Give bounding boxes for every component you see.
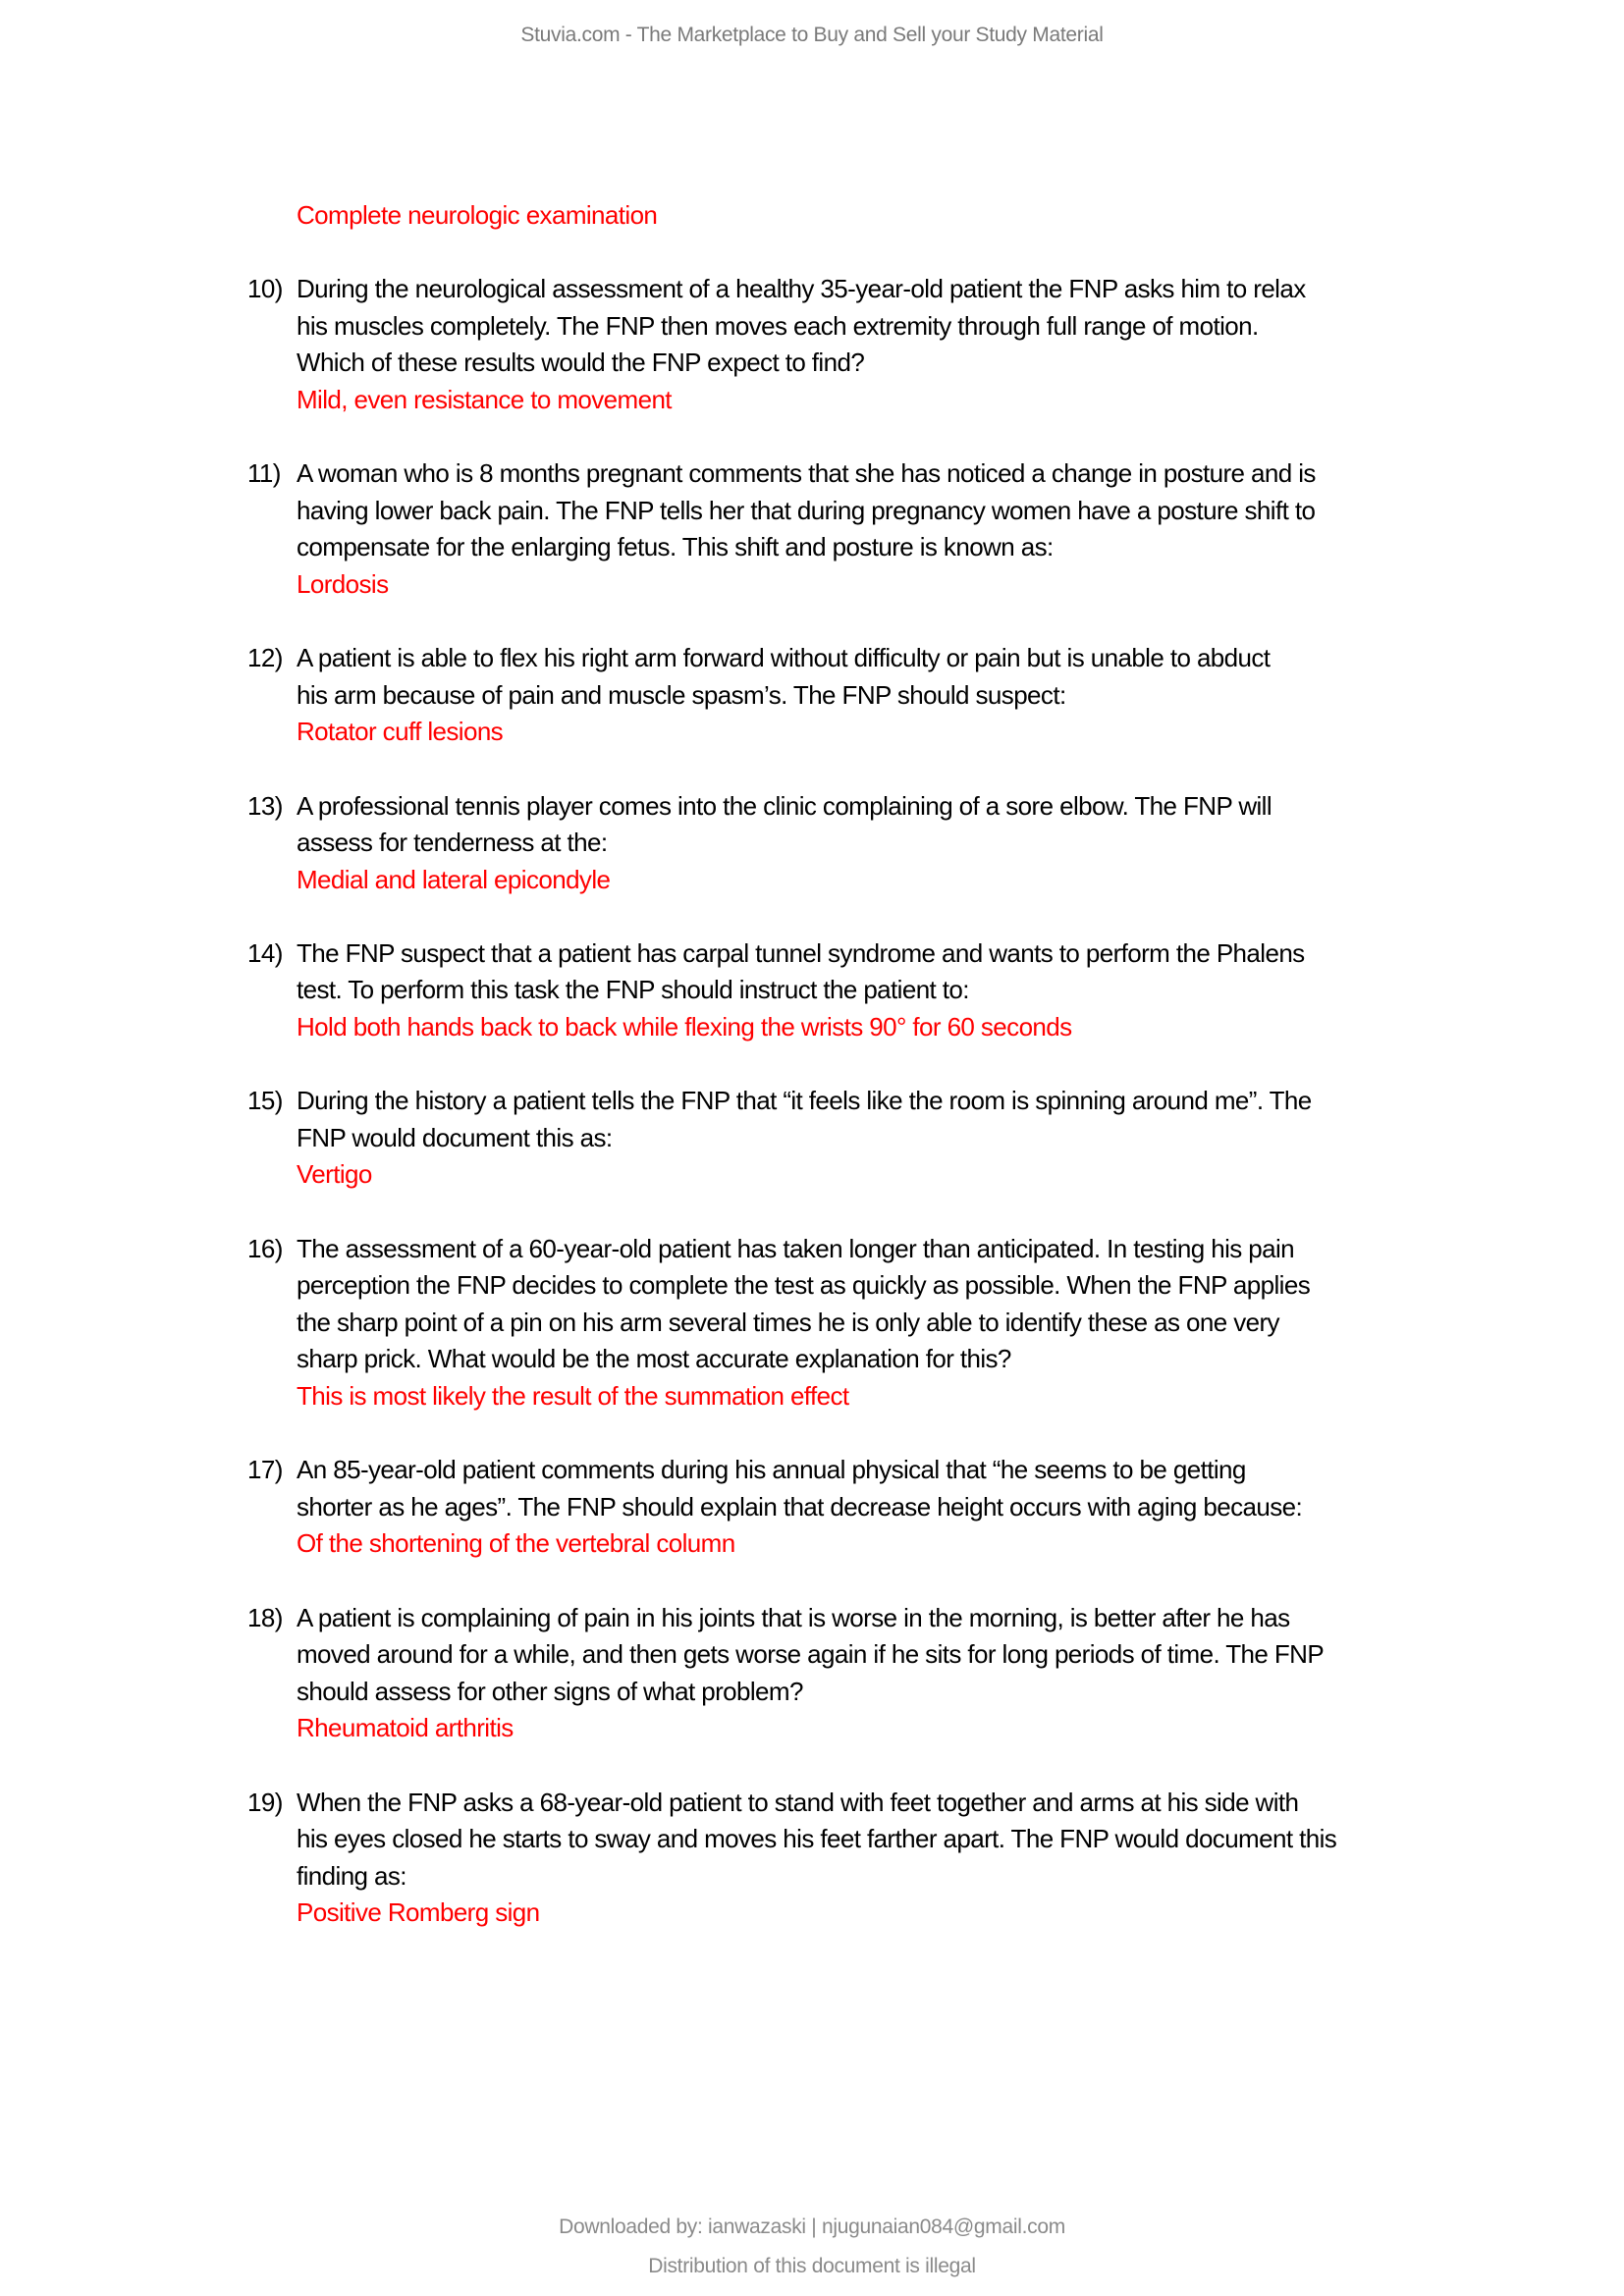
- document-body: [247, 197, 1504, 1932]
- question-item: [247, 271, 1504, 418]
- footer-downloaded-by: Downloaded by: ianwazaski | njugunaian084@gmail.com: [559, 2216, 1065, 2238]
- question-text-line: shorter as he ages”. The FNP should explain that decrease height occurs with aging because:: [297, 1491, 1303, 1522]
- question-number: 14): [247, 937, 283, 968]
- question-text-line: During the history a patient tells the FNP that “it feels like the room is spinning around me”. The: [297, 1086, 1312, 1116]
- answer-text: Vertigo: [297, 1159, 372, 1190]
- question-number: 19): [247, 1787, 283, 1817]
- question-number: 11): [247, 458, 281, 489]
- answer-text: Mild, even resistance to movement: [297, 384, 672, 414]
- previous-answer: Complete neurologic examination: [297, 200, 658, 230]
- question-text-line: The assessment of a 60-year-old patient has taken longer than anticipated. In testing his pain: [297, 1233, 1295, 1263]
- question-text-line: should assess for other signs of what problem?: [297, 1676, 803, 1706]
- question-number: 12): [247, 643, 283, 673]
- question-item: [247, 640, 1504, 751]
- question-text-line: assess for tenderness at the:: [297, 828, 608, 858]
- question-text-line: A professional tennis player comes into the clinic complaining of a sore elbow. The FNP will: [297, 790, 1272, 821]
- question-text-line: A woman who is 8 months pregnant comments that she has noticed a change in posture and is: [297, 458, 1316, 489]
- question-number: 17): [247, 1455, 283, 1485]
- question-text-line: finding as:: [297, 1860, 406, 1891]
- answer-text: Rotator cuff lesions: [297, 717, 504, 747]
- question-number: 16): [247, 1233, 283, 1263]
- question-item: [247, 935, 1504, 1046]
- footer-distribution: Distribution of this document is illegal: [648, 2255, 976, 2277]
- question-item: [247, 1231, 1504, 1415]
- question-item: [247, 1600, 1504, 1747]
- answer-text: This is most likely the result of the summation effect: [297, 1381, 849, 1411]
- answer-text: Of the shortening of the vertebral column: [297, 1528, 735, 1559]
- question-text-line: compensate for the enlarging fetus. This shift and posture is known as:: [297, 532, 1054, 562]
- question-text-line: FNP would document this as:: [297, 1122, 613, 1152]
- question-text-line: his muscles completely. The FNP then moves each extremity through full range of motion.: [297, 310, 1259, 341]
- question-number: 18): [247, 1602, 283, 1632]
- question-text-line: sharp prick. What would be the most accurate explanation for this?: [297, 1344, 1011, 1374]
- question-item: [247, 1452, 1504, 1563]
- question-text-line: having lower back pain. The FNP tells her that during pregnancy women have a posture shift to: [297, 495, 1316, 525]
- page-header: Stuvia.com - The Marketplace to Buy and Sell your Study Material: [520, 24, 1104, 46]
- question-number: 10): [247, 274, 283, 304]
- question-item: [247, 788, 1504, 899]
- question-text-line: his eyes closed he starts to sway and moves his feet farther apart. The FNP would document this: [297, 1824, 1337, 1854]
- question-text-line: his arm because of pain and muscle spasm’s. The FNP should suspect:: [297, 679, 1066, 710]
- question-text-line: A patient is complaining of pain in his joints that is worse in the morning, is better after he has: [297, 1602, 1290, 1632]
- question-text-line: A patient is able to flex his right arm forward without difficulty or pain but is unable to abduct: [297, 643, 1271, 673]
- question-text-line: test. To perform this task the FNP should instruct the patient to:: [297, 975, 969, 1005]
- question-text-line: When the FNP asks a 68-year-old patient to stand with feet together and arms at his side with: [297, 1787, 1299, 1817]
- question-text-line: An 85-year-old patient comments during his annual physical that “he seems to be getting: [297, 1455, 1246, 1485]
- question-text-line: During the neurological assessment of a healthy 35-year-old patient the FNP asks him to relax: [297, 274, 1306, 304]
- answer-text: Positive Romberg sign: [297, 1897, 540, 1928]
- question-item: [247, 455, 1504, 603]
- answer-text: Lordosis: [297, 568, 389, 599]
- question-list: [247, 271, 1504, 1932]
- question-item: [247, 1785, 1504, 1932]
- question-text-line: perception the FNP decides to complete the test as quickly as possible. When the FNP applies: [297, 1270, 1311, 1301]
- question-text-line: the sharp point of a pin on his arm several times he is only able to identify these as one very: [297, 1307, 1279, 1337]
- answer-text: Medial and lateral epicondyle: [297, 864, 611, 894]
- question-text-line: Which of these results would the FNP expect to find?: [297, 347, 865, 378]
- question-text-line: The FNP suspect that a patient has carpal tunnel syndrome and wants to perform the Phalens: [297, 937, 1305, 968]
- question-number: 15): [247, 1086, 283, 1116]
- question-item: [247, 1083, 1504, 1194]
- question-text-line: moved around for a while, and then gets worse again if he sits for long periods of time. The FNP: [297, 1639, 1325, 1670]
- answer-text: Hold both hands back to back while flexing the wrists 90° for 60 seconds: [297, 1012, 1072, 1042]
- question-number: 13): [247, 790, 283, 821]
- answer-text: Rheumatoid arthritis: [297, 1713, 514, 1743]
